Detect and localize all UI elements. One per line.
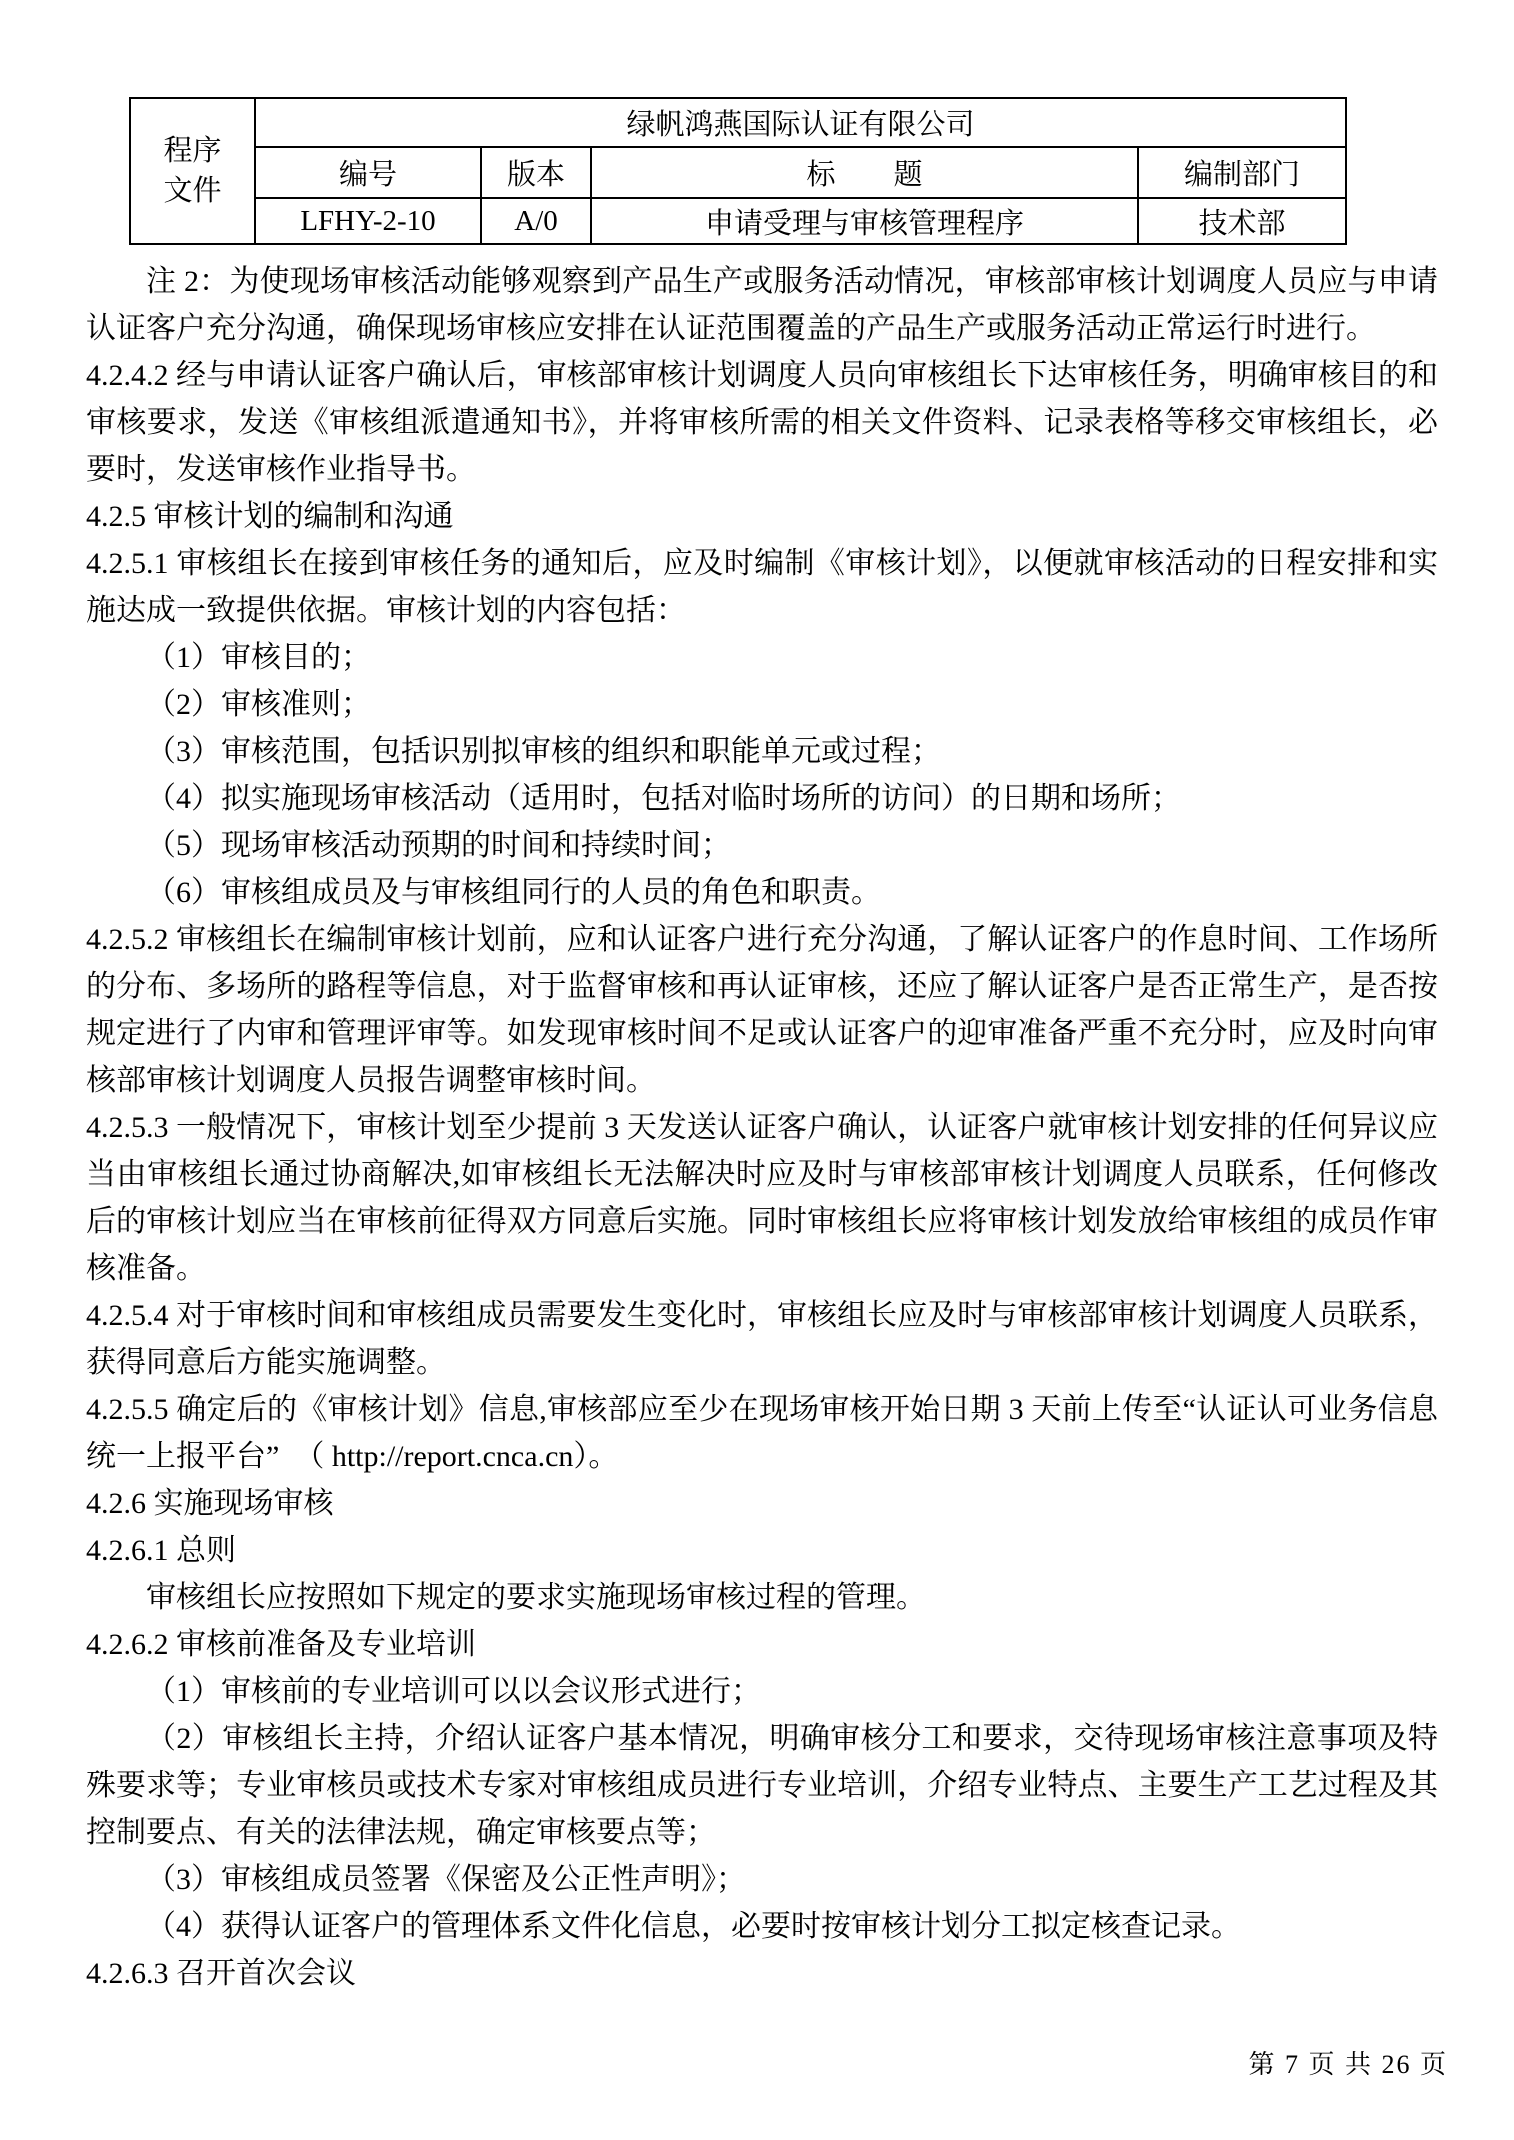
paragraph: 审核组长应按照如下规定的要求实施现场审核过程的管理。	[146, 1581, 926, 1614]
paragraph: 4.2.6.1 总则	[86, 1534, 236, 1567]
paragraph: 4.2.5.4 对于审核时间和审核组成员需要发生变化时，审核组长应及时与审核部审核计划调度人员联系，获得同意后方能实施调整。	[86, 1299, 1438, 1379]
col-label-dept: 编制部门	[1138, 147, 1346, 198]
paragraph: （3）审核组成员签署《保密及公正性声明》；	[146, 1863, 746, 1896]
document-body	[86, 258, 1438, 1997]
paragraph: 4.2.6 实施现场审核	[86, 1487, 334, 1520]
doc-dept-value: 技术部	[1138, 198, 1346, 244]
paragraph: （1）审核前的专业培训可以以会议形式进行；	[146, 1675, 761, 1708]
doc-type-line1: 程序	[163, 135, 222, 167]
paragraph: 4.2.5.1 审核组长在接到审核任务的通知后，应及时编制《审核计划》，以便就审核活动的日程安排和实施达成一致提供依据。审核计划的内容包括：	[86, 547, 1438, 627]
company-name: 绿帆鸿燕国际认证有限公司	[255, 98, 1346, 147]
paragraph: 4.2.4.2 经与申请认证客户确认后，审核部审核计划调度人员向审核组长下达审核任务，明确审核目的和审核要求，发送《审核组派遣通知书》，并将审核所需的相关文件资料、记录表格等移交审核组长，必要时，发送审核作业指导书。	[86, 359, 1438, 486]
paragraph: （4）获得认证客户的管理体系文件化信息，必要时按审核计划分工拟定核查记录。	[146, 1910, 1241, 1943]
page-number: 第 7 页 共 26 页	[1248, 2050, 1448, 2079]
paragraph: 注 2：为使现场审核活动能够观察到产品生产或服务活动情况，审核部审核计划调度人员应与申请认证客户充分沟通，确保现场审核应安排在认证范围覆盖的产品生产或服务活动正常运行时进行。	[86, 265, 1438, 345]
doc-number-value: LFHY-2-10	[255, 198, 481, 244]
paragraph: 4.2.5.5 确定后的《审核计划》信息,审核部应至少在现场审核开始日期 3 天前上传至“认证认可业务信息统一上报平台” （ http://report.cnca.cn）。	[86, 1393, 1438, 1473]
doc-title-value: 申请受理与审核管理程序	[591, 198, 1138, 244]
col-label-number: 编号	[255, 147, 481, 198]
paragraph: 4.2.6.2 审核前准备及专业培训	[86, 1628, 476, 1661]
paragraph: （6）审核组成员及与审核组同行的人员的角色和职责。	[146, 876, 881, 909]
paragraph: （2）审核准则；	[146, 688, 371, 721]
paragraph: （3）审核范围，包括识别拟审核的组织和职能单元或过程；	[146, 735, 941, 768]
paragraph: （1）审核目的；	[146, 641, 371, 674]
paragraph: （4）拟实施现场审核活动（适用时，包括对临时场所的访问）的日期和场所；	[146, 782, 1181, 815]
col-label-version: 版本	[481, 147, 591, 198]
paragraph: （5）现场审核活动预期的时间和持续时间；	[146, 829, 731, 862]
document-header-table	[129, 97, 1347, 245]
paragraph: 4.2.5.3 一般情况下，审核计划至少提前 3 天发送认证客户确认，认证客户就审核计划安排的任何异议应当由审核组长通过协商解决,如审核组长无法解决时应及时与审核部审核计划调度人员联系，任何修改后的审核计划应当在审核前征得双方同意后实施。同时审核组长应将审核计划发放给审核组的成员作审核准备。	[86, 1111, 1438, 1285]
doc-type-cell	[130, 98, 255, 244]
paragraph: 4.2.5.2 审核组长在编制审核计划前，应和认证客户进行充分沟通，了解认证客户的作息时间、工作场所的分布、多场所的路程等信息，对于监督审核和再认证审核，还应了解认证客户是否正常生产，是否按规定进行了内审和管理评审等。如发现审核时间不足或认证客户的迎审准备严重不充分时，应及时向审核部审核计划调度人员报告调整审核时间。	[86, 923, 1438, 1097]
paragraph: 4.2.6.3 召开首次会议	[86, 1957, 356, 1990]
col-label-title: 标 题	[591, 147, 1138, 198]
paragraph: （2）审核组长主持，介绍认证客户基本情况，明确审核分工和要求，交待现场审核注意事项及特殊要求等；专业审核员或技术专家对审核组成员进行专业培训，介绍专业特点、主要生产工艺过程及其控制要点、有关的法律法规，确定审核要点等；	[86, 1722, 1438, 1849]
paragraph: 4.2.5 审核计划的编制和沟通	[86, 500, 454, 533]
doc-version-value: A/0	[481, 198, 591, 244]
doc-type-line2: 文件	[163, 175, 222, 207]
